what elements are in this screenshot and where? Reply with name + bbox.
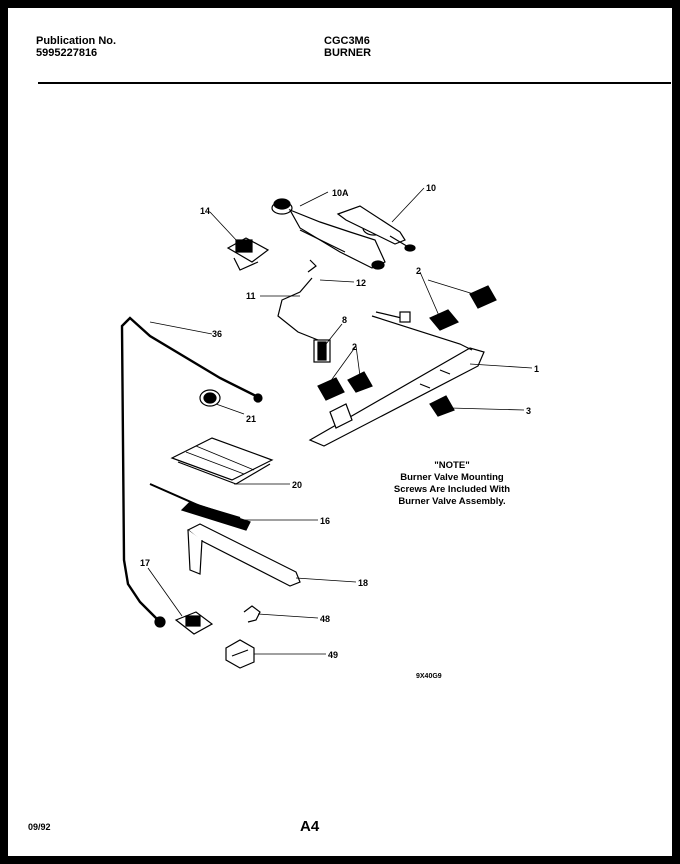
callout-11: 11 <box>246 291 256 301</box>
callout-3: 3 <box>526 406 532 416</box>
tubing-end-fitting <box>155 617 165 627</box>
burner-16 <box>150 484 250 530</box>
callout-10a: 10A <box>332 188 349 198</box>
callout-48: 48 <box>320 614 331 624</box>
callout-10: 10 <box>426 183 437 193</box>
callout-17: 17 <box>140 558 151 568</box>
valve-knob-3 <box>430 396 454 416</box>
callout-36: 36 <box>212 329 223 339</box>
callout-16: 16 <box>320 516 331 526</box>
footer-date: 09/92 <box>28 822 51 832</box>
note-block <box>352 460 552 508</box>
callout-1: 1 <box>534 364 540 374</box>
callout-49: 49 <box>328 650 339 660</box>
burner-valves-2-lower <box>318 372 372 400</box>
orifice-21 <box>200 390 220 406</box>
callout-18: 18 <box>358 578 369 588</box>
callout-14: 14 <box>200 206 211 216</box>
clip-48 <box>244 606 260 622</box>
publication-number: 5995227816 <box>36 47 98 59</box>
spark-module-14 <box>228 238 268 270</box>
tubing-fitting <box>254 394 262 402</box>
bracket-49 <box>226 640 254 668</box>
callout-2-upper: 2 <box>416 266 422 276</box>
footer-page-number: A4 <box>300 818 320 835</box>
lead-wire-11 <box>278 278 318 340</box>
note-line: Burner Valve Mounting <box>400 472 504 483</box>
note-line: Burner Valve Assembly. <box>398 496 506 507</box>
bracket-18 <box>188 524 300 586</box>
diagram-code: 9X40G9 <box>416 673 442 680</box>
note-line: Screws Are Included With <box>393 484 511 495</box>
callout-2-lower: 2 <box>352 342 358 352</box>
callout-20: 20 <box>292 480 303 490</box>
clip-12 <box>308 260 316 272</box>
callout-12: 12 <box>356 278 367 288</box>
callout-8: 8 <box>342 315 348 325</box>
ignitor-8 <box>314 340 330 362</box>
burner-valves-2-upper <box>430 286 496 330</box>
publication-label: Publication No. <box>36 35 117 47</box>
deflector-20 <box>172 438 272 484</box>
model-number: CGC3M6 <box>324 35 370 47</box>
section-title: BURNER <box>324 47 372 59</box>
callout-21: 21 <box>246 414 257 424</box>
note-title: "NOTE" <box>434 460 470 471</box>
